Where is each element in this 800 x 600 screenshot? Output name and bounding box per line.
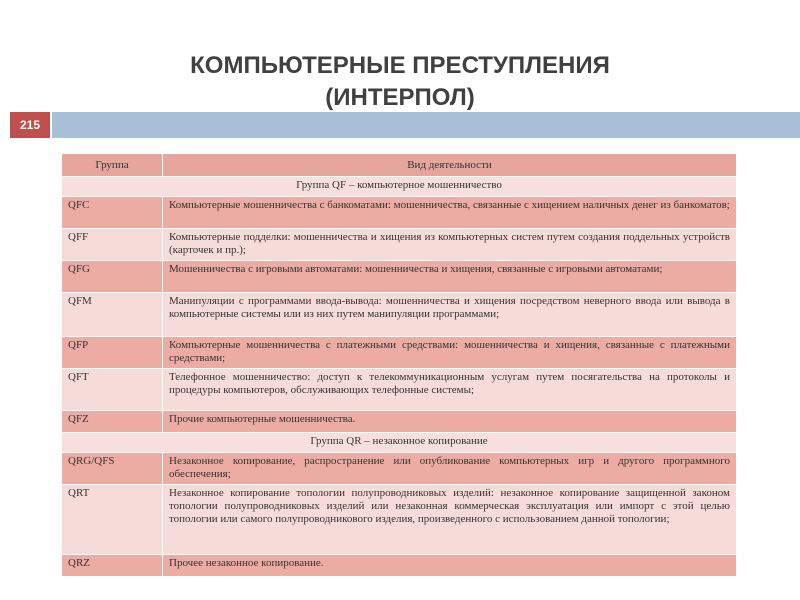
title-line-2: (ИНТЕРПОЛ) xyxy=(325,84,475,111)
table-row xyxy=(62,229,737,261)
row-code: QRG/QFS xyxy=(62,453,163,485)
header-bar xyxy=(52,112,800,138)
row-code: QFC xyxy=(62,197,163,229)
table-row xyxy=(62,337,737,369)
row-description: Телефонное мошенничество: доступ к телекоммуникационным услугам путем посягательства на протоколы и процедуры компьютеров, обслуживающих телефонные системы; xyxy=(163,369,737,411)
title-line-1: КОМПЬЮТЕРНЫЕ ПРЕСТУПЛЕНИЯ xyxy=(190,52,610,79)
row-description: Прочие компьютерные мошенничества. xyxy=(163,411,737,433)
row-code: QRZ xyxy=(62,555,163,577)
group-label: Группа QR – незаконное копирование xyxy=(62,433,737,453)
row-description: Незаконное копирование, распространение или опубликование компьютерных игр и другого программного обеспечения; xyxy=(163,453,737,485)
row-code: QFG xyxy=(62,261,163,293)
table-row xyxy=(62,369,737,411)
crimes-table xyxy=(61,153,737,577)
header-activity: Вид деятельности xyxy=(163,154,737,177)
table-row xyxy=(62,411,737,433)
slide-title xyxy=(60,50,740,114)
row-description: Компьютерные мошенничества с платежными средствами: мошенничества и хищения, связанные с платежными средствами; xyxy=(163,337,737,369)
row-description: Прочее незаконное копирование. xyxy=(163,555,737,577)
table-header-row xyxy=(62,154,737,177)
row-description: Мошенничества с игровыми автоматами: мошенничества и хищения, связанные с игровыми автоматами; xyxy=(163,261,737,293)
group-row-qf xyxy=(62,177,737,197)
row-code: QRT xyxy=(62,485,163,555)
row-description: Компьютерные подделки: мошенничества и хищения из компьютерных систем путем создания поддельных устройств (карточек и пр.); xyxy=(163,229,737,261)
row-code: QFF xyxy=(62,229,163,261)
row-code: QFP xyxy=(62,337,163,369)
group-row-qr xyxy=(62,433,737,453)
slide-number: 215 xyxy=(10,112,50,138)
row-code: QFT xyxy=(62,369,163,411)
table-row xyxy=(62,261,737,293)
row-description: Компьютерные мошенничества с банкоматами: мошенничества, связанные с хищением наличных денег из банкоматов; xyxy=(163,197,737,229)
table-row xyxy=(62,485,737,555)
row-code: QFZ xyxy=(62,411,163,433)
table-row xyxy=(62,453,737,485)
row-code: QFM xyxy=(62,293,163,337)
table-row xyxy=(62,197,737,229)
header-group: Группа xyxy=(62,154,163,177)
table-row xyxy=(62,555,737,577)
table-row xyxy=(62,293,737,337)
group-label: Группа QF – компьютерное мошенничество xyxy=(62,177,737,197)
row-description: Манипуляции с программами ввода-вывода: мошенничества и хищения посредством неверного ввода или вывода в компьютерные системы или из них путем манипуляции программами; xyxy=(163,293,737,337)
row-description: Незаконное копирование топологии полупроводниковых изделий: незаконное копирование защищенной законом топологии полупроводниковых изделий или незаконная коммерческая эксплуатация или импорт с этой целью топологии или самого полупроводникового изделия, произведенного с использованием данной топологии; xyxy=(163,485,737,555)
